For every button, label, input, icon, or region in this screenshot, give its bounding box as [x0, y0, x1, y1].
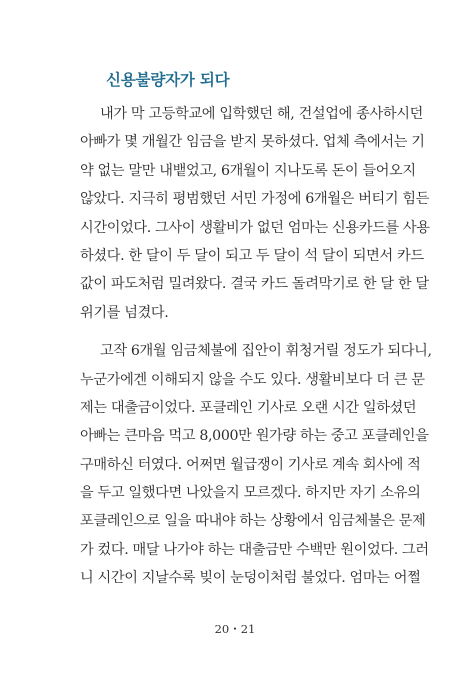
text-line: 고작 6개월 임금체불에 집안이 휘청거릴 정도가 되다니,: [100, 343, 432, 360]
text-line: 누군가에겐 이해되지 않을 수도 있다. 생활비보다 더 큰 문: [80, 371, 425, 388]
page-number: 20・21: [214, 622, 256, 636]
text-line: 않았다. 지극히 평범했던 서민 가정에 6개월은 버티기 힘든: [80, 191, 430, 208]
text-line: 아빠는 큰마음 먹고 8,000만 원가량 하는 중고 포클레인을: [80, 428, 429, 445]
paragraph-1: [80, 100, 430, 327]
text-line: 하셨다. 한 달이 두 달이 되고 두 달이 석 달이 되면서 카드: [80, 247, 424, 264]
paragraph-2: [80, 337, 432, 593]
text-line: 위기를 넘겼다.: [80, 304, 169, 321]
text-line: 약 없는 말만 내뱉었고, 6개월이 지나도록 돈이 들어오지: [80, 162, 416, 179]
section-heading: 신용불량자가 되다: [106, 71, 230, 89]
text-line: 시간이었다. 그사이 생활비가 없던 엄마는 신용카드를 사용: [80, 219, 430, 236]
text-line: 구매하신 터였다. 어쩌면 월급쟁이 기사로 계속 회사에 적: [80, 456, 421, 473]
text-line: 가 컸다. 매달 나가야 하는 대출금만 수백만 원이었다. 그러: [80, 541, 429, 558]
body-text: [80, 100, 432, 593]
text-line: 값이 파도처럼 밀려왔다. 결국 카드 돌려막기로 한 달 한 달: [80, 276, 429, 293]
text-line: 포클레인으로 일을 따내야 하는 상황에서 임금체불은 문제: [80, 513, 426, 530]
text-line: 아빠가 몇 개월간 임금을 받지 못하셨다. 업체 측에서는 기: [80, 134, 425, 151]
text-line: 제는 대출금이었다. 포클레인 기사로 오랜 시간 일하셨던: [80, 399, 417, 416]
text-line: 니 시간이 지날수록 빚이 눈덩이처럼 불었다. 엄마는 어쩔: [80, 570, 421, 587]
text-line: 내가 막 고등학교에 입학했던 해, 건설업에 종사하시던: [100, 106, 423, 122]
text-line: 을 두고 일했다면 나았을지 모르겠다. 하지만 자기 소유의: [80, 485, 421, 502]
